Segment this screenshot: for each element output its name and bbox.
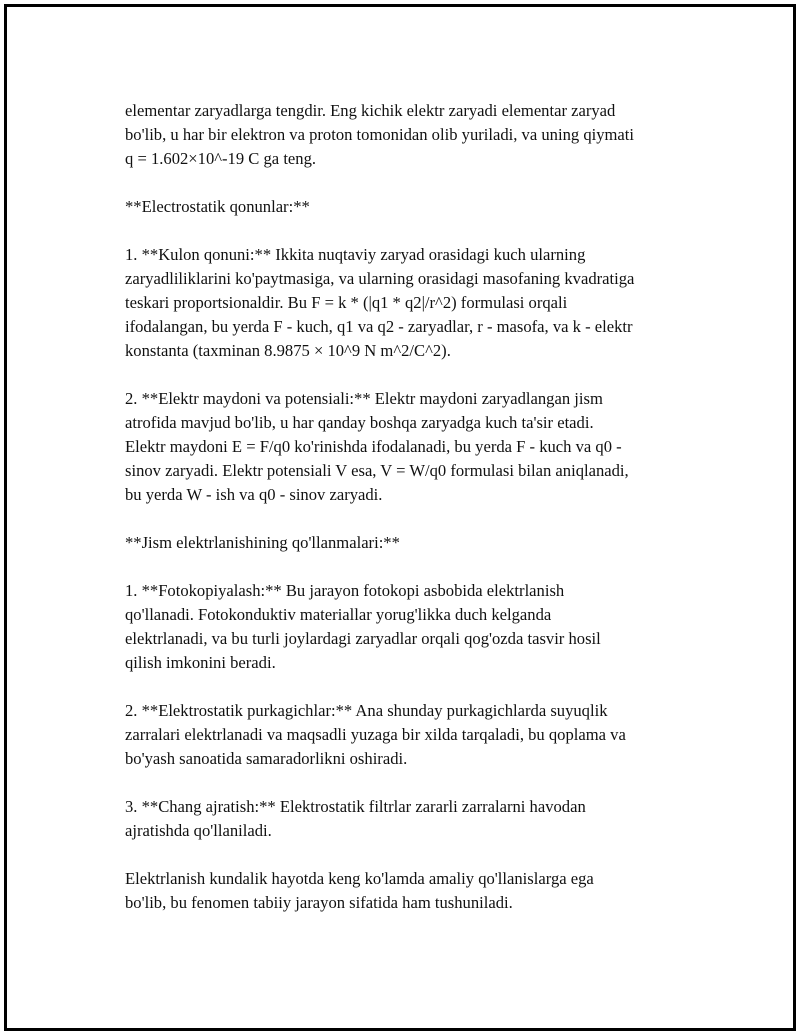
heading-applications: **Jism elektrlanishining qo'llanmalari:** xyxy=(125,533,400,552)
paragraph-coulomb-law: 1. **Kulon qonuni:** Ikkita nuqtaviy zaryad orasidagi kuch ularning zaryadliliklarini ko'paytmasiga, va ularning orasidagi masofaning kvadratiga teskari proportsionaldir. Bu F = k * (|q1 * q2|/r^2) formulasi orqali ifodalangan, bu yerda F - kuch, q1 va q2 - zaryadlar, r - masofa, va k - elektr konstanta (taxminan 8.9875 × 10^9 N m^2/C^2). xyxy=(125,245,635,360)
paragraph-dust-separation: 3. **Chang ajratish:** Elektrostatik filtrlar zararli zarralarni havodan ajratishda qo'llaniladi. xyxy=(125,797,586,840)
page-frame xyxy=(4,4,796,1031)
paragraph-photocopying: 1. **Fotokopiyalash:** Bu jarayon fotokopi asbobida elektrlanish qo'llanadi. Fotokonduktiv materiallar yorug'likka duch kelganda elektrlanadi, va bu turli joylardagi zaryadlar orqali qog'ozda tasvir hosil qilish imkonini beradi. xyxy=(125,581,601,672)
document-body xyxy=(125,99,695,915)
paragraph-conclusion: Elektrlanish kundalik hayotda keng ko'lamda amaliy qo'llanislarga ega bo'lib, bu fenomen tabiiy jarayon sifatida ham tushuniladi. xyxy=(125,869,594,912)
paragraph-electric-field-potential: 2. **Elektr maydoni va potensiali:** Elektr maydoni zaryadlangan jism atrofida mavjud bo'lib, u har qanday boshqa zaryadga kuch ta'sir etadi. Elektr maydoni E = F/q0 ko'rinishda ifodalanadi, bu yerda F - kuch va q0 - sinov zaryadi. Elektr potensiali V esa, V = W/q0 formulasi bilan aniqlanadi, bu yerda W - ish va q0 - sinov zaryadi. xyxy=(125,389,629,504)
paragraph-elementary-charge: elementar zaryadlarga tengdir. Eng kichik elektr zaryadi elementar zaryad bo'lib, u har bir elektron va proton tomonidan olib yuriladi, va uning qiymati q = 1.602×10^-19 C ga teng. xyxy=(125,101,635,168)
heading-electrostatic-laws: **Electrostatik qonunlar:** xyxy=(125,197,310,216)
paragraph-electrostatic-sprayers: 2. **Elektrostatik purkagichlar:** Ana shunday purkagichlarda suyuqlik zarralari elektrlanadi va maqsadli yuzaga bir xilda tarqaladi, bu qoplama va bo'yash sanoatida samaradorlikni oshiradi. xyxy=(125,701,626,768)
